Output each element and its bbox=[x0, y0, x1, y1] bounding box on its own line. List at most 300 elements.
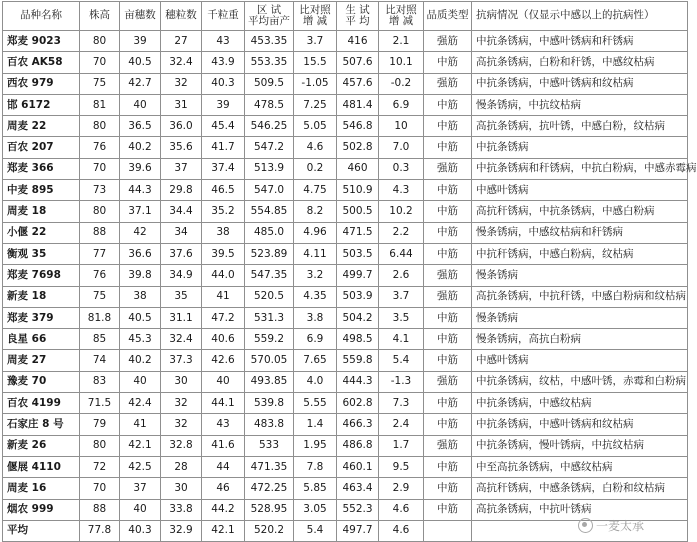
table-row bbox=[3, 94, 688, 115]
cell-production-change: 5.4 bbox=[379, 350, 424, 371]
cell-production-yield: 507.6 bbox=[337, 52, 379, 73]
cell-quality-type: 中筋 bbox=[424, 116, 472, 137]
cell-variety-name: 百农 AK58 bbox=[3, 52, 80, 73]
cell-quality-type: 中筋 bbox=[424, 414, 472, 435]
header-compare-2-line1: 比对照 bbox=[385, 3, 417, 16]
cell-production-yield: 498.5 bbox=[337, 329, 379, 350]
header-compare-2-line2: 增 减 bbox=[388, 15, 414, 27]
cell-disease-resistance: 高抗条锈病，白粉和秆锈，中感纹枯病 bbox=[472, 52, 688, 73]
cell-production-yield: 416 bbox=[337, 31, 379, 52]
cell-regional-change: 7.8 bbox=[294, 456, 337, 477]
cell-spikes-per-mu: 36.6 bbox=[120, 243, 161, 264]
cell-quality-type: 强筋 bbox=[424, 265, 472, 286]
cell-disease-resistance: 高抗条锈病，中抗秆锈，中感白粉病和纹枯病 bbox=[472, 286, 688, 307]
header-region-yield bbox=[245, 2, 294, 31]
cell-plant-height: 72 bbox=[80, 456, 120, 477]
table-row bbox=[3, 286, 688, 307]
cell-quality-type: 强筋 bbox=[424, 286, 472, 307]
table-row bbox=[3, 222, 688, 243]
cell-production-change: -1.3 bbox=[379, 371, 424, 392]
cell-thousand-grain-weight: 44 bbox=[202, 456, 245, 477]
cell-production-change: 1.7 bbox=[379, 435, 424, 456]
cell-regional-yield: 528.95 bbox=[245, 499, 294, 520]
cell-thousand-grain-weight: 35.2 bbox=[202, 201, 245, 222]
wechat-logo-icon bbox=[578, 518, 593, 533]
cell-production-change: 7.0 bbox=[379, 137, 424, 158]
header-height: 株高 bbox=[80, 2, 120, 31]
cell-thousand-grain-weight: 43 bbox=[202, 414, 245, 435]
header-name: 品种名称 bbox=[3, 2, 80, 31]
cell-disease-resistance: 慢条锈病 bbox=[472, 307, 688, 328]
cell-thousand-grain-weight: 40 bbox=[202, 371, 245, 392]
cell-production-yield: 502.8 bbox=[337, 137, 379, 158]
cell-production-change: 4.6 bbox=[379, 499, 424, 520]
cell-spikes-per-mu: 45.3 bbox=[120, 329, 161, 350]
header-spikes: 亩穗数 bbox=[120, 2, 161, 31]
cell-disease-resistance: 中抗条锈病，纹枯，中感叶锈，赤霉和白粉病 bbox=[472, 371, 688, 392]
cell-regional-change: 7.65 bbox=[294, 350, 337, 371]
cell-disease-resistance: 慢条锈病，中抗纹枯病 bbox=[472, 94, 688, 115]
cell-plant-height: 74 bbox=[80, 350, 120, 371]
cell-plant-height: 76 bbox=[80, 137, 120, 158]
cell-regional-change: 6.9 bbox=[294, 329, 337, 350]
header-grains: 穗粒数 bbox=[161, 2, 202, 31]
table-row bbox=[3, 116, 688, 137]
cell-variety-name: 中麦 895 bbox=[3, 180, 80, 201]
cell-grains-per-spike: 37 bbox=[161, 158, 202, 179]
cell-grains-per-spike: 28 bbox=[161, 456, 202, 477]
cell-disease-resistance: 高抗条锈病，抗叶锈，中感白粉，纹枯病 bbox=[472, 116, 688, 137]
cell-spikes-per-mu: 41 bbox=[120, 414, 161, 435]
header-compare-1-line1: 比对照 bbox=[299, 3, 331, 16]
cell-disease-resistance: 中至高抗条锈病，中感纹枯病 bbox=[472, 456, 688, 477]
cell-grains-per-spike: 34 bbox=[161, 222, 202, 243]
cell-production-yield: 463.4 bbox=[337, 478, 379, 499]
cell-regional-change: 5.85 bbox=[294, 478, 337, 499]
cell-production-yield: 500.5 bbox=[337, 201, 379, 222]
cell-thousand-grain-weight: 44.2 bbox=[202, 499, 245, 520]
cell-regional-change: 4.6 bbox=[294, 137, 337, 158]
table-row bbox=[3, 435, 688, 456]
cell-variety-name: 烟农 999 bbox=[3, 499, 80, 520]
cell-variety-name: 新麦 26 bbox=[3, 435, 80, 456]
cell-regional-yield: 554.85 bbox=[245, 201, 294, 222]
cell-spikes-per-mu: 38 bbox=[120, 286, 161, 307]
cell-production-change: -0.2 bbox=[379, 73, 424, 94]
cell-plant-height: 75 bbox=[80, 286, 120, 307]
cell-quality-type: 中筋 bbox=[424, 243, 472, 264]
cell-quality-type: 强筋 bbox=[424, 158, 472, 179]
cell-disease-resistance: 高抗秆锈病，中抗条锈病，中感白粉病 bbox=[472, 201, 688, 222]
cell-plant-height: 81 bbox=[80, 94, 120, 115]
cell-regional-change: 3.2 bbox=[294, 265, 337, 286]
cell-grains-per-spike: 32.4 bbox=[161, 329, 202, 350]
cell-variety-name: 西农 979 bbox=[3, 73, 80, 94]
cell-production-yield: 559.8 bbox=[337, 350, 379, 371]
cell-disease-resistance: 中抗条锈病，中感叶锈病和纹枯病 bbox=[472, 73, 688, 94]
cell-grains-per-spike: 37.3 bbox=[161, 350, 202, 371]
cell-spikes-per-mu: 40.5 bbox=[120, 307, 161, 328]
cell-regional-yield: 493.85 bbox=[245, 371, 294, 392]
cell-thousand-grain-weight: 44.1 bbox=[202, 393, 245, 414]
variety-table-container bbox=[2, 1, 697, 542]
cell-production-change: 3.5 bbox=[379, 307, 424, 328]
table-row bbox=[3, 243, 688, 264]
cell-quality-type: 中筋 bbox=[424, 350, 472, 371]
cell-plant-height: 79 bbox=[80, 414, 120, 435]
table-row bbox=[3, 329, 688, 350]
cell-regional-yield: 483.8 bbox=[245, 414, 294, 435]
cell-disease-resistance: 中抗条锈病 bbox=[472, 137, 688, 158]
cell-spikes-per-mu: 39 bbox=[120, 31, 161, 52]
header-row bbox=[3, 2, 688, 31]
cell-spikes-per-mu: 40.2 bbox=[120, 137, 161, 158]
cell-thousand-grain-weight: 46 bbox=[202, 478, 245, 499]
cell-spikes-per-mu: 44.3 bbox=[120, 180, 161, 201]
cell-regional-change: 5.05 bbox=[294, 116, 337, 137]
cell-regional-change: 5.4 bbox=[294, 520, 337, 541]
cell-spikes-per-mu: 39.8 bbox=[120, 265, 161, 286]
cell-variety-name: 良星 66 bbox=[3, 329, 80, 350]
cell-quality-type: 强筋 bbox=[424, 371, 472, 392]
cell-variety-name: 衡观 35 bbox=[3, 243, 80, 264]
cell-thousand-grain-weight: 41.7 bbox=[202, 137, 245, 158]
cell-quality-type bbox=[424, 520, 472, 541]
cell-thousand-grain-weight: 43.9 bbox=[202, 52, 245, 73]
cell-thousand-grain-weight: 40.3 bbox=[202, 73, 245, 94]
cell-plant-height: 85 bbox=[80, 329, 120, 350]
cell-disease-resistance: 高抗条锈病，中抗叶锈病 bbox=[472, 499, 688, 520]
cell-regional-change: 4.11 bbox=[294, 243, 337, 264]
cell-thousand-grain-weight: 38 bbox=[202, 222, 245, 243]
header-resistance: 抗病情况（仅显示中感以上的抗病性） bbox=[472, 2, 688, 31]
cell-grains-per-spike: 32 bbox=[161, 393, 202, 414]
cell-plant-height: 70 bbox=[80, 158, 120, 179]
cell-grains-per-spike: 34.9 bbox=[161, 265, 202, 286]
table-row bbox=[3, 201, 688, 222]
cell-grains-per-spike: 37.6 bbox=[161, 243, 202, 264]
wheat-variety-table bbox=[2, 1, 697, 542]
cell-regional-yield: 547.2 bbox=[245, 137, 294, 158]
cell-production-yield: 486.8 bbox=[337, 435, 379, 456]
cell-production-change: 2.1 bbox=[379, 31, 424, 52]
cell-grains-per-spike: 32 bbox=[161, 414, 202, 435]
cell-thousand-grain-weight: 44.0 bbox=[202, 265, 245, 286]
cell-production-yield: 602.8 bbox=[337, 393, 379, 414]
cell-production-change: 10 bbox=[379, 116, 424, 137]
cell-grains-per-spike: 32.8 bbox=[161, 435, 202, 456]
cell-regional-change: 0.2 bbox=[294, 158, 337, 179]
cell-disease-resistance: 中感叶锈病 bbox=[472, 180, 688, 201]
table-row bbox=[3, 307, 688, 328]
cell-quality-type: 强筋 bbox=[424, 435, 472, 456]
cell-spikes-per-mu: 39.6 bbox=[120, 158, 161, 179]
cell-plant-height: 80 bbox=[80, 201, 120, 222]
watermark-text: 一麦太承 bbox=[595, 519, 644, 533]
cell-regional-yield: 471.35 bbox=[245, 456, 294, 477]
cell-variety-name: 新麦 18 bbox=[3, 286, 80, 307]
cell-thousand-grain-weight: 40.6 bbox=[202, 329, 245, 350]
cell-variety-name: 周麦 27 bbox=[3, 350, 80, 371]
cell-production-yield: 497.7 bbox=[337, 520, 379, 541]
cell-grains-per-spike: 32.4 bbox=[161, 52, 202, 73]
cell-spikes-per-mu: 40 bbox=[120, 499, 161, 520]
cell-plant-height: 81.8 bbox=[80, 307, 120, 328]
cell-disease-resistance: 中抗条锈病，中感纹枯病 bbox=[472, 393, 688, 414]
cell-quality-type: 强筋 bbox=[424, 73, 472, 94]
cell-regional-yield: 533 bbox=[245, 435, 294, 456]
header-prod-line2: 平 均 bbox=[345, 15, 370, 27]
cell-thousand-grain-weight: 41.6 bbox=[202, 435, 245, 456]
cell-thousand-grain-weight: 46.5 bbox=[202, 180, 245, 201]
cell-variety-name: 百农 4199 bbox=[3, 393, 80, 414]
cell-variety-name: 石家庄 8 号 bbox=[3, 414, 80, 435]
header-compare-1-line2: 增 减 bbox=[302, 15, 328, 27]
cell-plant-height: 73 bbox=[80, 180, 120, 201]
table-row bbox=[3, 265, 688, 286]
cell-plant-height: 88 bbox=[80, 499, 120, 520]
cell-regional-change: 4.96 bbox=[294, 222, 337, 243]
cell-production-yield: 503.5 bbox=[337, 243, 379, 264]
cell-variety-name: 郑麦 9023 bbox=[3, 31, 80, 52]
cell-production-change: 4.3 bbox=[379, 180, 424, 201]
cell-regional-yield: 523.89 bbox=[245, 243, 294, 264]
cell-regional-yield: 570.05 bbox=[245, 350, 294, 371]
cell-plant-height: 80 bbox=[80, 31, 120, 52]
cell-grains-per-spike: 31 bbox=[161, 94, 202, 115]
cell-production-change: 6.9 bbox=[379, 94, 424, 115]
header-production-yield bbox=[337, 2, 379, 31]
cell-production-yield: 457.6 bbox=[337, 73, 379, 94]
cell-plant-height: 75 bbox=[80, 73, 120, 94]
cell-variety-name: 周麦 18 bbox=[3, 201, 80, 222]
cell-production-yield: 546.8 bbox=[337, 116, 379, 137]
cell-plant-height: 71.5 bbox=[80, 393, 120, 414]
header-compare-2 bbox=[379, 2, 424, 31]
cell-production-yield: 471.5 bbox=[337, 222, 379, 243]
cell-grains-per-spike: 31.1 bbox=[161, 307, 202, 328]
cell-production-change: 4.1 bbox=[379, 329, 424, 350]
cell-regional-change: 3.8 bbox=[294, 307, 337, 328]
cell-thousand-grain-weight: 42.6 bbox=[202, 350, 245, 371]
cell-disease-resistance: 慢条锈病，高抗白粉病 bbox=[472, 329, 688, 350]
cell-plant-height: 83 bbox=[80, 371, 120, 392]
cell-regional-change: 4.0 bbox=[294, 371, 337, 392]
table-row bbox=[3, 350, 688, 371]
cell-regional-yield: 520.5 bbox=[245, 286, 294, 307]
cell-regional-change: 8.2 bbox=[294, 201, 337, 222]
cell-regional-change: 3.7 bbox=[294, 31, 337, 52]
cell-quality-type: 强筋 bbox=[424, 31, 472, 52]
cell-production-change: 3.7 bbox=[379, 286, 424, 307]
cell-production-change: 2.6 bbox=[379, 265, 424, 286]
cell-grains-per-spike: 30 bbox=[161, 478, 202, 499]
cell-thousand-grain-weight: 39 bbox=[202, 94, 245, 115]
cell-quality-type: 中筋 bbox=[424, 456, 472, 477]
cell-production-yield: 444.3 bbox=[337, 371, 379, 392]
cell-grains-per-spike: 29.8 bbox=[161, 180, 202, 201]
cell-disease-resistance: 中抗条锈病，慢叶锈病，中抗纹枯病 bbox=[472, 435, 688, 456]
cell-disease-resistance: 中抗条锈病和秆锈病，中抗白粉病，中感赤霉病 bbox=[472, 158, 688, 179]
cell-production-change: 9.5 bbox=[379, 456, 424, 477]
cell-regional-yield: 453.35 bbox=[245, 31, 294, 52]
table-row bbox=[3, 73, 688, 94]
cell-production-yield: 460.1 bbox=[337, 456, 379, 477]
cell-regional-yield: 509.5 bbox=[245, 73, 294, 94]
cell-regional-yield: 547.35 bbox=[245, 265, 294, 286]
cell-disease-resistance: 中抗条锈病，中感叶锈病和纹枯病 bbox=[472, 414, 688, 435]
cell-spikes-per-mu: 40.5 bbox=[120, 52, 161, 73]
cell-production-change: 7.3 bbox=[379, 393, 424, 414]
cell-spikes-per-mu: 42 bbox=[120, 222, 161, 243]
cell-spikes-per-mu: 36.5 bbox=[120, 116, 161, 137]
cell-production-change: 0.3 bbox=[379, 158, 424, 179]
cell-thousand-grain-weight: 45.4 bbox=[202, 116, 245, 137]
cell-production-yield: 499.7 bbox=[337, 265, 379, 286]
cell-grains-per-spike: 36.0 bbox=[161, 116, 202, 137]
cell-quality-type: 中筋 bbox=[424, 201, 472, 222]
cell-grains-per-spike: 34.4 bbox=[161, 201, 202, 222]
cell-disease-resistance: 中抗条锈病，中感叶锈病和秆锈病 bbox=[472, 31, 688, 52]
cell-regional-yield: 539.8 bbox=[245, 393, 294, 414]
cell-quality-type: 中筋 bbox=[424, 94, 472, 115]
cell-quality-type: 中筋 bbox=[424, 137, 472, 158]
cell-spikes-per-mu: 37 bbox=[120, 478, 161, 499]
cell-regional-change: 4.35 bbox=[294, 286, 337, 307]
cell-spikes-per-mu: 40 bbox=[120, 94, 161, 115]
cell-regional-change: -1.05 bbox=[294, 73, 337, 94]
table-row bbox=[3, 371, 688, 392]
cell-variety-name: 小偃 22 bbox=[3, 222, 80, 243]
cell-quality-type: 中筋 bbox=[424, 307, 472, 328]
cell-production-yield: 510.9 bbox=[337, 180, 379, 201]
cell-quality-type: 中筋 bbox=[424, 329, 472, 350]
table-row bbox=[3, 414, 688, 435]
cell-plant-height: 77.8 bbox=[80, 520, 120, 541]
table-body bbox=[3, 31, 697, 542]
cell-regional-yield: 513.9 bbox=[245, 158, 294, 179]
header-prod-line1: 生 试 bbox=[345, 3, 370, 16]
cell-regional-change: 1.4 bbox=[294, 414, 337, 435]
header-region-line2: 平均亩产 bbox=[248, 15, 290, 27]
cell-variety-name: 周麦 22 bbox=[3, 116, 80, 137]
cell-disease-resistance: 高抗秆锈病，中感条锈病，白粉和纹枯病 bbox=[472, 478, 688, 499]
cell-spikes-per-mu: 42.1 bbox=[120, 435, 161, 456]
cell-variety-name: 偃展 4110 bbox=[3, 456, 80, 477]
cell-production-change: 2.9 bbox=[379, 478, 424, 499]
cell-spikes-per-mu: 37.1 bbox=[120, 201, 161, 222]
cell-spikes-per-mu: 42.7 bbox=[120, 73, 161, 94]
cell-production-yield: 466.3 bbox=[337, 414, 379, 435]
cell-regional-change: 7.25 bbox=[294, 94, 337, 115]
cell-variety-name: 平均 bbox=[3, 520, 80, 541]
cell-production-change: 4.6 bbox=[379, 520, 424, 541]
cell-production-yield: 481.4 bbox=[337, 94, 379, 115]
cell-thousand-grain-weight: 41 bbox=[202, 286, 245, 307]
cell-thousand-grain-weight: 39.5 bbox=[202, 243, 245, 264]
cell-disease-resistance: 中抗秆锈病，中感白粉病，纹枯病 bbox=[472, 243, 688, 264]
cell-production-yield: 504.2 bbox=[337, 307, 379, 328]
table-row bbox=[3, 456, 688, 477]
cell-quality-type: 中筋 bbox=[424, 222, 472, 243]
cell-variety-name: 郑麦 366 bbox=[3, 158, 80, 179]
cell-plant-height: 76 bbox=[80, 265, 120, 286]
cell-quality-type: 中筋 bbox=[424, 499, 472, 520]
cell-regional-change: 15.5 bbox=[294, 52, 337, 73]
cell-production-change: 10.1 bbox=[379, 52, 424, 73]
cell-thousand-grain-weight: 42.1 bbox=[202, 520, 245, 541]
cell-thousand-grain-weight: 47.2 bbox=[202, 307, 245, 328]
table-row bbox=[3, 180, 688, 201]
cell-spikes-per-mu: 40.2 bbox=[120, 350, 161, 371]
cell-grains-per-spike: 35.6 bbox=[161, 137, 202, 158]
cell-regional-yield: 546.25 bbox=[245, 116, 294, 137]
cell-disease-resistance: 慢条锈病 bbox=[472, 265, 688, 286]
cell-disease-resistance: 慢条锈病，中感纹枯病和秆锈病 bbox=[472, 222, 688, 243]
cell-regional-yield: 485.0 bbox=[245, 222, 294, 243]
cell-variety-name: 百农 207 bbox=[3, 137, 80, 158]
cell-plant-height: 80 bbox=[80, 435, 120, 456]
table-row bbox=[3, 393, 688, 414]
cell-variety-name: 周麦 16 bbox=[3, 478, 80, 499]
cell-plant-height: 80 bbox=[80, 116, 120, 137]
cell-spikes-per-mu: 40.3 bbox=[120, 520, 161, 541]
cell-spikes-per-mu: 42.5 bbox=[120, 456, 161, 477]
cell-disease-resistance: 中感叶锈病 bbox=[472, 350, 688, 371]
cell-grains-per-spike: 32 bbox=[161, 73, 202, 94]
cell-quality-type: 中筋 bbox=[424, 393, 472, 414]
cell-production-change: 2.4 bbox=[379, 414, 424, 435]
cell-variety-name: 郑麦 379 bbox=[3, 307, 80, 328]
cell-variety-name: 豫麦 70 bbox=[3, 371, 80, 392]
cell-production-yield: 503.9 bbox=[337, 286, 379, 307]
table-row bbox=[3, 31, 688, 52]
cell-plant-height: 70 bbox=[80, 52, 120, 73]
cell-production-yield: 460 bbox=[337, 158, 379, 179]
cell-variety-name: 郑麦 7698 bbox=[3, 265, 80, 286]
cell-thousand-grain-weight: 43 bbox=[202, 31, 245, 52]
cell-production-change: 6.44 bbox=[379, 243, 424, 264]
header-tkw: 千粒重 bbox=[202, 2, 245, 31]
table-row bbox=[3, 158, 688, 179]
cell-plant-height: 88 bbox=[80, 222, 120, 243]
cell-quality-type: 中筋 bbox=[424, 180, 472, 201]
watermark bbox=[578, 517, 644, 534]
table-row bbox=[3, 137, 688, 158]
cell-spikes-per-mu: 40 bbox=[120, 371, 161, 392]
cell-regional-change: 5.55 bbox=[294, 393, 337, 414]
cell-production-change: 10.2 bbox=[379, 201, 424, 222]
cell-regional-change: 3.05 bbox=[294, 499, 337, 520]
table-row bbox=[3, 52, 688, 73]
cell-regional-yield: 553.35 bbox=[245, 52, 294, 73]
header-region-line1: 区 试 bbox=[256, 3, 282, 16]
cell-production-yield: 552.3 bbox=[337, 499, 379, 520]
cell-regional-yield: 478.5 bbox=[245, 94, 294, 115]
cell-grains-per-spike: 30 bbox=[161, 371, 202, 392]
cell-quality-type: 中筋 bbox=[424, 478, 472, 499]
cell-plant-height: 77 bbox=[80, 243, 120, 264]
cell-regional-yield: 520.2 bbox=[245, 520, 294, 541]
cell-variety-name: 邯 6172 bbox=[3, 94, 80, 115]
cell-regional-yield: 559.2 bbox=[245, 329, 294, 350]
header-quality: 品质类型 bbox=[424, 2, 472, 31]
header-compare-1 bbox=[294, 2, 337, 31]
cell-grains-per-spike: 35 bbox=[161, 286, 202, 307]
cell-grains-per-spike: 32.9 bbox=[161, 520, 202, 541]
cell-spikes-per-mu: 42.4 bbox=[120, 393, 161, 414]
cell-regional-yield: 547.0 bbox=[245, 180, 294, 201]
